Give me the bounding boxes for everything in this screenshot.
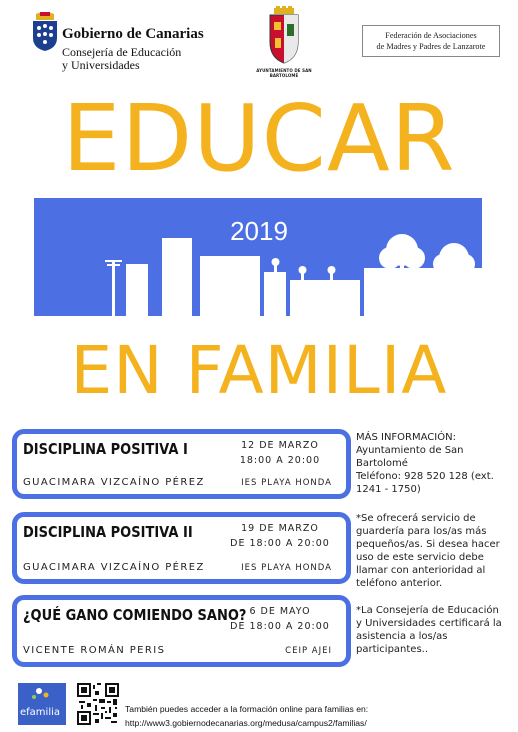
course-teacher: VICENTE ROMÁN PERIS	[23, 645, 166, 656]
efamilia-dots-icon	[18, 683, 66, 707]
course-teacher: GUACIMARA VIZCAÍNO PÉREZ	[23, 562, 205, 573]
canarias-shield-icon	[30, 12, 60, 52]
efamilia-logo-text: efamilia	[20, 707, 61, 718]
course-title: ¿QUÉ GANO COMIENDO SANO?	[23, 606, 247, 624]
title-educar: EDUCAR	[62, 85, 456, 192]
course-date: 19 DE MARZO DE 18:00 A 20:00	[230, 523, 330, 549]
consejeria-line: Consejería de Educación	[62, 45, 182, 59]
footer-url-link[interactable]: http://www3.gobiernodecanarias.org/medusa/campus2/familias/	[125, 718, 367, 728]
course-date: 6 DE MAYO DE 18:00 A 20:00	[230, 606, 330, 632]
course-card	[12, 512, 351, 584]
course-date: 12 DE MARZO 18:00 A 20:00	[239, 440, 321, 466]
san-bartolome-coat-of-arms-icon	[254, 6, 314, 66]
course-teacher: GUACIMARA VIZCAÍNO PÉREZ	[23, 477, 205, 488]
course-card	[12, 429, 351, 499]
universidades-line: y Universidades	[62, 58, 140, 72]
ayuntamiento-logo	[254, 6, 314, 76]
certificate-note: *La Consejería de Educación y Universidades certificará la asistencia a los/as participantes..	[356, 605, 502, 655]
course-venue: CEIP AJEI	[285, 646, 332, 656]
federacion-line2: de Madres y Padres de Lanzarote	[376, 42, 486, 51]
federacion-line1: Federación de Asociaciones	[385, 31, 477, 40]
childcare-note: *Se ofrecerá servicio de guardería para los/as más pequeños/as. Si desea hacer uso de este servicio debe llamar con anterioridad al teléfono anterior.	[356, 513, 500, 589]
footer-online-text: También puedes acceder a la formación online para familias en:	[125, 704, 369, 714]
course-title: DISCIPLINA POSITIVA II	[23, 523, 193, 541]
qr-code-icon[interactable]	[77, 683, 119, 725]
course-venue: IES PLAYA HONDA	[241, 563, 332, 573]
course-card	[12, 595, 351, 667]
more-info-text: MÁS INFORMACIÓN: Ayuntamiento de San Bartolomé Teléfono: 928 520 128 (ext. 1241 - 1750)	[356, 432, 494, 495]
efamilia-logo-icon	[18, 683, 66, 725]
course-venue: IES PLAYA HONDA	[241, 478, 332, 488]
course-title: DISCIPLINA POSITIVA I	[23, 440, 188, 458]
title-year: 2019	[230, 216, 288, 246]
ayuntamiento-caption: AYUNTAMIENTO DE SAN BARTOLOMÉ	[256, 68, 312, 78]
gobierno-title: Gobierno de Canarias	[62, 26, 204, 42]
federacion-logo	[362, 25, 500, 57]
gobierno-canarias-logo	[30, 10, 220, 72]
title-en-familia: EN FAMILIA	[70, 332, 448, 409]
